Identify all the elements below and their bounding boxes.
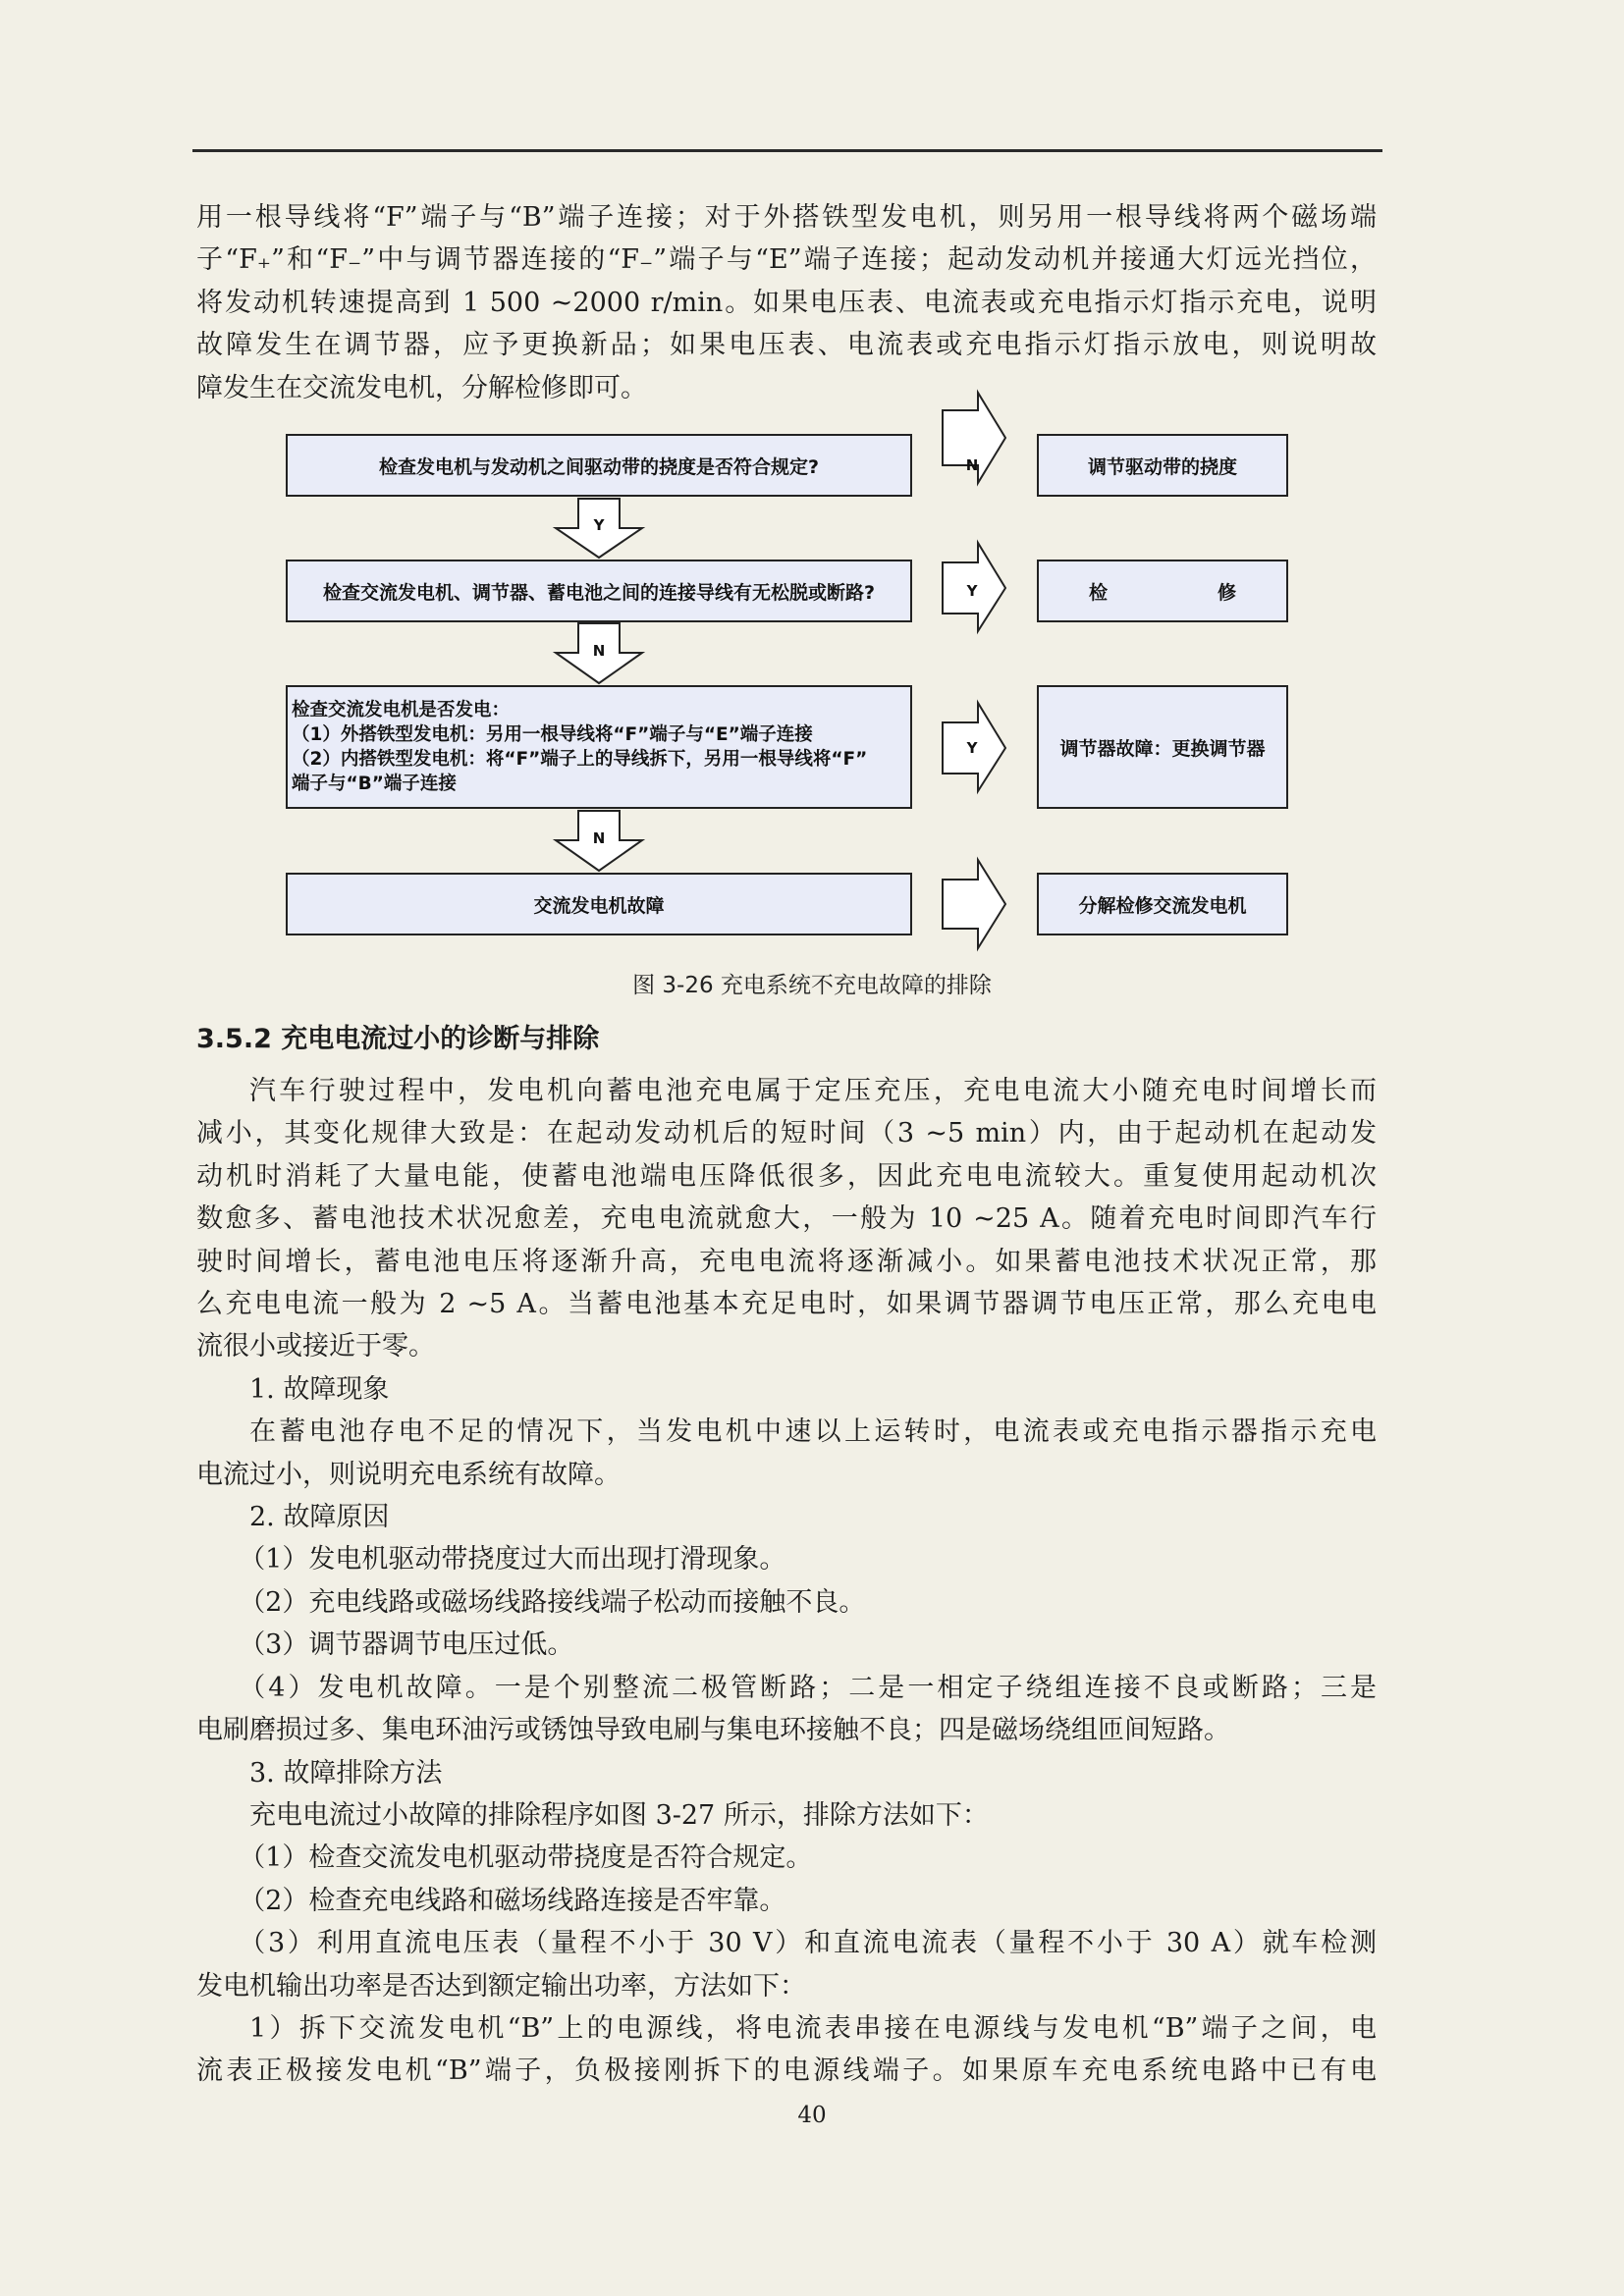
body-text <box>196 1070 1377 2093</box>
flow-result-text: 修 <box>1217 581 1236 604</box>
text-line: （4）发电机故障。一是个别整流二极管断路；二是一相定子绕组连接不良或断路；三是 <box>239 1672 1377 1703</box>
text-line: 流表正极接发电机“B”端子，负极接刚拆下的电源线端子。如果原车充电系统电路中已有电 <box>196 2056 1377 2087</box>
flow-result-text: 分解检修交流发电机 <box>1078 894 1247 917</box>
branch-label: N <box>592 829 606 847</box>
text-line: 数愈多、蓄电池技术状况愈差，充电电流就愈大，一般为 10 ~25 A。随着充电时间即汽车行 <box>196 1203 1377 1235</box>
text-line: 1）拆下交流发电机“B”上的电源线，将电流表串接在电源线与发电机“B”端子之间，电 <box>249 2012 1377 2044</box>
subheading: 1. 故障现象 <box>249 1373 390 1405</box>
text-line: 在蓄电池存电不足的情况下，当发电机中速以上运转时，电流表或充电指示器指示充电 <box>249 1416 1377 1448</box>
branch-label: Y <box>593 516 605 534</box>
text-line: 发电机输出功率是否达到额定输出功率，方法如下： <box>196 1970 806 2002</box>
text-line: 充电电流过小故障的排除程序如图 3-27 所示，排除方法如下： <box>249 1799 989 1831</box>
text-line: （3）调节器调节电压过低。 <box>239 1629 574 1661</box>
flowchart <box>0 0 1624 962</box>
flow-result-4 <box>1037 873 1288 935</box>
subheading: 3. 故障排除方法 <box>249 1757 443 1789</box>
text-line: 电刷磨损过多、集电环油污或锈蚀导致电刷与集电环接触不良；四是磁场绕组匝间短路。 <box>196 1715 1230 1746</box>
branch-label: Y <box>966 739 978 757</box>
flow-result-text: 调节器故障：更换调节器 <box>1059 737 1266 760</box>
text-line: 流很小或接近于零。 <box>196 1331 435 1362</box>
text-line: 减小，其变化规律大致是：在起动发动机后的短时间（3 ~5 min）内，由于起动机在起动发 <box>196 1118 1377 1149</box>
section-heading: 3.5.2 充电电流过小的诊断与排除 <box>196 1024 600 1054</box>
flow-result-2 <box>1037 560 1288 622</box>
flow-step-text: 端子与“B”端子连接 <box>292 774 457 794</box>
branch-label: Y <box>966 582 978 600</box>
flow-step-1 <box>286 434 912 497</box>
flow-step-text: 检查交流发电机、调节器、蓄电池之间的连接导线有无松脱或断路? <box>322 581 876 604</box>
text-line: （3）利用直流电压表（量程不小于 30 V）和直流电流表（量程不小于 30 A）就车检测 <box>239 1928 1377 1959</box>
figure-caption: 图 3-26 充电系统不充电故障的排除 <box>632 973 992 998</box>
page-number: 40 <box>797 2103 827 2128</box>
text-line: （1）检查交流发电机驱动带挠度是否符合规定。 <box>239 1842 813 1874</box>
text-line: （1）发电机驱动带挠度过大而出现打滑现象。 <box>239 1544 786 1575</box>
text-line: 子“F₊”和“F₋”中与调节器连接的“F₋”端子与“E”端子连接；起动发动机并接通大灯远光挡位， <box>196 244 1377 276</box>
text-line: 驶时间增长，蓄电池电压将逐渐升高，充电电流将逐渐减小。如果蓄电池技术状况正常，那 <box>196 1246 1377 1277</box>
branch-label: N <box>965 456 979 474</box>
text-line: 动机时消耗了大量电能，使蓄电池端电压降低很多，因此充电电流较大。重复使用起动机次 <box>196 1160 1377 1192</box>
flow-step-text: （2）内搭铁型发电机：将“F”端子上的导线拆下，另用一根导线将“F” <box>292 749 868 770</box>
flow-result-1 <box>1037 434 1288 497</box>
text-line: 障发生在交流发电机，分解检修即可。 <box>196 372 647 403</box>
flow-step-text: （1）外搭铁型发电机：另用一根导线将“F”端子与“E”端子连接 <box>292 724 813 745</box>
text-line: 汽车行驶过程中，发电机向蓄电池充电属于定压充压，充电电流大小随充电时间增长而 <box>249 1076 1377 1106</box>
flow-result-text: 检 <box>1089 581 1109 604</box>
flow-step-2 <box>286 560 912 622</box>
flow-step-text: 检查发电机与发动机之间驱动带的挠度是否符合规定? <box>378 455 820 478</box>
flow-step-text: 检查交流发电机是否发电： <box>292 700 511 721</box>
text-line: （2）检查充电线路和磁场线路连接是否牢靠。 <box>239 1885 786 1916</box>
branch-label: N <box>592 642 606 660</box>
right-arrow <box>943 860 1005 948</box>
subheading: 2. 故障原因 <box>249 1502 390 1533</box>
flow-step-3 <box>286 685 912 809</box>
flow-result-3 <box>1037 685 1288 809</box>
text-line: 将发动机转速提高到 1 500 ~2000 r/min。如果电压表、电流表或充电指示灯指示充电，说明 <box>196 287 1377 318</box>
flow-step-4 <box>286 873 912 935</box>
text-line: 么充电电流一般为 2 ~5 A。当蓄电池基本充足电时，如果调节器调节电压正常，那么充电电 <box>196 1289 1377 1320</box>
text-line: 用一根导线将“F”端子与“B”端子连接；对于外搭铁型发电机，则另用一根导线将两个磁场端 <box>196 202 1377 233</box>
text-line: 电流过小，则说明充电系统有故障。 <box>196 1459 621 1490</box>
text-line: 故障发生在调节器，应予更换新品；如果电压表、电流表或充电指示灯指示放电，则说明故 <box>196 330 1377 361</box>
text-line: （2）充电线路或磁场线路接线端子松动而接触不良。 <box>239 1586 866 1618</box>
flow-result-text: 调节驱动带的挠度 <box>1087 455 1237 478</box>
flow-step-text: 交流发电机故障 <box>533 894 665 917</box>
